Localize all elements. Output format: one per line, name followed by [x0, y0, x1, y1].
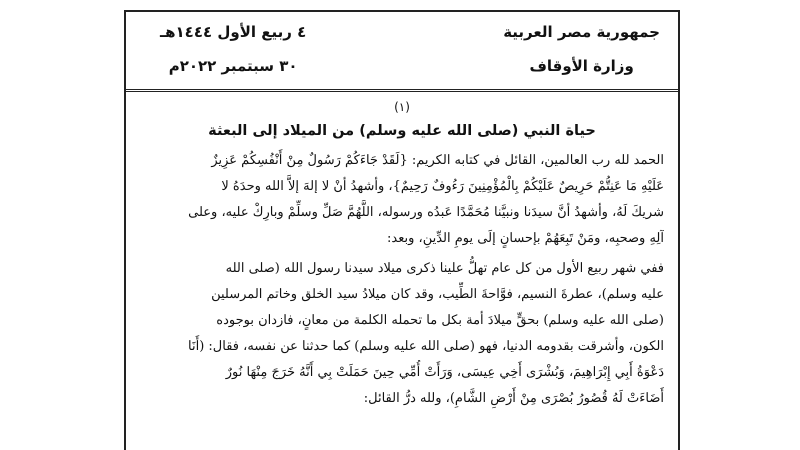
hijri-date: ٤ ربيع الأول ١٤٤٤هـ — [160, 23, 307, 41]
paragraph-opening — [140, 148, 664, 252]
text-line: أَضَاءَتْ لَهُ قُصُورُ بُصْرَى مِنْ أَرْضِ الشَّامِ)، ولله درُّ القائل: — [363, 391, 664, 406]
gregorian-date: ٣٠ سبتمبر ٢٠٢٢م — [168, 57, 298, 75]
header-dates — [160, 22, 306, 89]
country-name: جمهورية مصر العربية — [503, 23, 660, 41]
text-line: شريكَ لَهُ، وأشهدُ أنَّ سيدَنا ونبيَّنا مُحَمَّدًا عَبدُه ورسوله، اللَّهُمَّ صَلِّ وسلِّمْ وبارِكْ عليه، وعلى — [188, 205, 664, 220]
ministry-name: وزارة الأوقاف — [529, 57, 634, 75]
page-header — [126, 12, 678, 92]
text-line: عليه وسلم)، عطرةَ النسيم، فوَّاحةَ الطِّيب، وقد كان ميلادُ سيد الخلق وخاتم المرسلين — [211, 287, 664, 302]
section-title: حياة النبي (صلى الله عليه وسلم) من الميلاد إلى البعثة — [208, 123, 596, 139]
text-line: الكون، وأشرقت بقدومه الدنيا، فهو (صلى الله عليه وسلم) كما حدثنا عن نفسه، فقال: (أَنَا — [188, 339, 664, 354]
paragraph-body — [140, 256, 664, 412]
text-line: دَعْوَةُ أَبِي إِبْرَاهِيمَ، وَبُشْرَى أَخِي عِيسَى، وَرَأَتْ أُمِّي حِينَ حَمَلَتْ بِي أَنَّهُ خَرَجَ مِنْهَا نُورٌ — [225, 365, 664, 380]
header-issuer — [503, 22, 660, 89]
text-line: عَلَيْهِ مَا عَنِتُّمْ حَرِيصٌ عَلَيْكُمْ بِالْمُؤْمِنِينَ رَءُوفٌ رَحِيمٌ}، وأشهدُ أنْ لا إلهَ إلاَّ الله وحدَهُ لا — [221, 179, 664, 194]
page-content — [126, 92, 678, 412]
text-line: آلِهِ وصحبِه، ومَنْ تَبِعَهُمْ بإحسانٍ إلَى يومِ الدِّينِ، وبعد: — [387, 231, 664, 246]
text-line: الحمد لله رب العالمين، القائل في كتابه الكريم: {لَقَدْ جَاءَكُمْ رَسُولٌ مِنْ أَنْفُسِكُمْ عَزِيزٌ — [211, 153, 664, 168]
section-number: (١) — [394, 100, 410, 114]
sermon-page — [124, 10, 680, 450]
text-line: ففي شهر ربيع الأول من كل عام تهلُّ علينا ذكرى ميلاد سيدنا رسول الله (صلى الله — [225, 261, 664, 276]
text-line: (صلى الله عليه وسلم) بحقٍّ ميلادَ أمة بكل ما تحمله الكلمة من معانٍ، فازدان بوجوده — [216, 313, 664, 328]
